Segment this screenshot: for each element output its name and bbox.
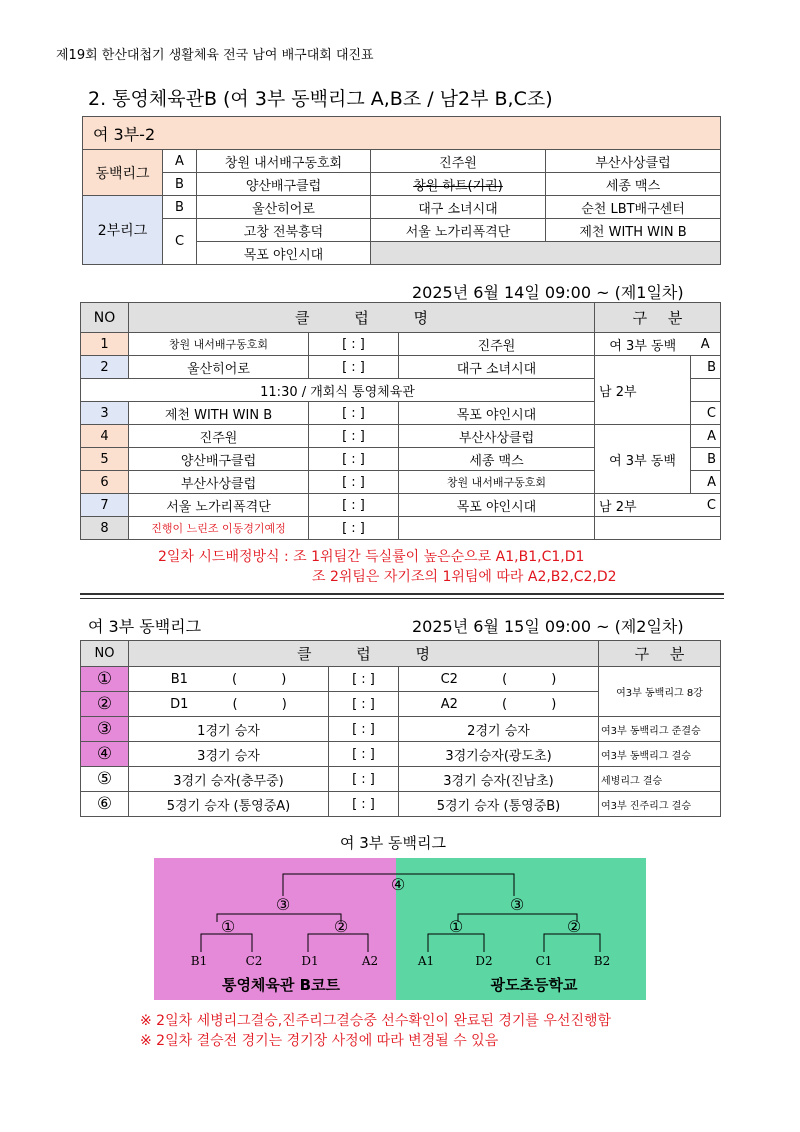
division: 여3부 동백리그 결승 — [599, 742, 721, 767]
score-field[interactable]: [ : ] — [309, 425, 399, 448]
left-q2-circle: ② — [333, 917, 349, 936]
left-q1-circle: ① — [220, 917, 236, 936]
team-a: 울산히어로 — [129, 356, 309, 379]
team-b: 목포 야인시대 — [399, 402, 595, 425]
document-header: 제19회 한산대첩기 생활체육 전국 남여 배구대회 대진표 — [56, 48, 374, 63]
team-b: 창원 내서배구동호회 — [399, 471, 595, 494]
left-semi-circle: ③ — [275, 895, 291, 914]
team-b: 부산사상클럽 — [399, 425, 595, 448]
team-a: 진주원 — [129, 425, 309, 448]
section-title: 2. 통영체육관B (여 3부 동백리그 A,B조 / 남2부 B,C조) — [88, 88, 553, 110]
empty-cell — [595, 517, 721, 540]
day2-league: 여 3부 동백리그 — [88, 617, 202, 636]
division: 여3부 동백리그 준결승 — [599, 717, 721, 742]
final-circle: ④ — [390, 875, 406, 894]
team-a: 부산사상클럽 — [129, 471, 309, 494]
match-no: 1 — [81, 333, 129, 356]
seed-label: C2 — [245, 954, 263, 968]
match-no: ① — [81, 667, 129, 692]
team-a: 서울 노가리폭격단 — [129, 494, 309, 517]
score-field[interactable]: [ : ] — [309, 517, 399, 540]
division: 여 3부 동백 — [595, 425, 691, 494]
match-no: ② — [81, 692, 129, 717]
double-divider — [80, 593, 724, 599]
match-no: 8 — [81, 517, 129, 540]
score-field[interactable]: [ : ] — [329, 717, 399, 742]
team-a: 1경기 승자 — [129, 717, 329, 742]
footnote-1: ※ 2일차 세병리그결승,진주리그결승중 선수확인이 완료된 경기를 우선진행함 — [140, 1013, 612, 1029]
team-a: 창원 내서배구동호회 — [129, 333, 309, 356]
day2-date: 2025년 6월 15일 09:00 ~ (제2일차) — [412, 617, 684, 636]
right-q2-circle: ② — [566, 917, 582, 936]
group: A — [691, 471, 721, 494]
group-team: 창원 내서배구동호회 — [197, 150, 371, 173]
seed-label: A1 — [417, 954, 435, 968]
seed-note-1: 2일차 시드배정방식 : 조 1위팀간 득실률이 높은순으로 A1,B1,C1,D1 — [158, 549, 585, 565]
team-b: C2 ( ) — [399, 667, 599, 692]
score-field[interactable]: [ : ] — [329, 792, 399, 817]
division: 여 3부 동백 — [595, 333, 691, 356]
match-no: 3 — [81, 402, 129, 425]
division: 여3부 진주리그 결승 — [599, 792, 721, 817]
division: 남 2부 — [595, 494, 691, 517]
team-b: 진주원 — [399, 333, 595, 356]
team-b: 5경기 승자 (통영중B) — [399, 792, 599, 817]
groups-table — [82, 116, 721, 265]
col-club: 클 럽 명 — [129, 303, 595, 333]
group-team: 제천 WITH WIN B — [546, 219, 721, 242]
right-q1-circle: ① — [448, 917, 464, 936]
group: C — [691, 494, 721, 517]
bracket-title: 여 3부 동백리그 — [340, 834, 447, 852]
league-2bu: 2부리그 — [83, 196, 163, 265]
group: B — [691, 448, 721, 471]
division: 세병리그 결승 — [599, 767, 721, 792]
seed-label: B1 — [190, 954, 208, 968]
score-field[interactable]: [ : ] — [329, 767, 399, 792]
team-a: 제천 WITH WIN B — [129, 402, 309, 425]
match-no: ③ — [81, 717, 129, 742]
left-venue-name: 통영체육관 B코트 — [221, 976, 341, 994]
group-team: 순천 LBT배구센터 — [546, 196, 721, 219]
score-field[interactable]: [ : ] — [329, 667, 399, 692]
group: B — [691, 356, 721, 379]
right-semi-circle: ③ — [509, 895, 525, 914]
seed-note-2: 조 2위팀은 자기조의 1위팀에 따라 A2,B2,C2,D2 — [312, 569, 617, 585]
team-b: 세종 맥스 — [399, 448, 595, 471]
team-a: 3경기 승자(충무중) — [129, 767, 329, 792]
division: 남 2부 — [595, 356, 691, 425]
team-b: 3경기 승자(진남초) — [399, 767, 599, 792]
group-team: 울산히어로 — [197, 196, 371, 219]
score-field[interactable]: [ : ] — [309, 333, 399, 356]
team-b: 목포 야인시대 — [399, 494, 595, 517]
day1-date: 2025년 6월 14일 09:00 ~ (제1일차) — [412, 283, 684, 302]
group: A — [691, 333, 721, 356]
col-div: 구 분 — [595, 303, 721, 333]
match-no: 5 — [81, 448, 129, 471]
group: A — [691, 425, 721, 448]
match-no: 7 — [81, 494, 129, 517]
team-b: A2 ( ) — [399, 692, 599, 717]
team-a: 3경기 승자 — [129, 742, 329, 767]
match-no: 6 — [81, 471, 129, 494]
score-field[interactable]: [ : ] — [329, 742, 399, 767]
ceremony-note: 11:30 / 개회식 통영체육관 — [81, 379, 595, 402]
team-a-note: 진행이 느린조 이동경기예정 — [129, 517, 309, 540]
match-no: ⑥ — [81, 792, 129, 817]
seed-label: B2 — [593, 954, 611, 968]
day1-table — [80, 302, 721, 540]
empty-cell — [691, 379, 721, 402]
col-club: 클 럽 명 — [129, 641, 599, 667]
team-a: D1 ( ) — [129, 692, 329, 717]
team-a: 양산배구클럽 — [129, 448, 309, 471]
score-field[interactable]: [ : ] — [309, 356, 399, 379]
score-field[interactable]: [ : ] — [309, 471, 399, 494]
group-team: 양산배구클럽 — [197, 173, 371, 196]
seed-label: D2 — [475, 954, 493, 968]
division: 여3부 동백리그 8강 — [599, 667, 721, 717]
empty-cell — [399, 517, 595, 540]
footnote-2: ※ 2일차 결승전 경기는 경기장 사정에 따라 변경될 수 있음 — [140, 1033, 499, 1049]
group-team: 부산사상클럽 — [546, 150, 721, 173]
seed-label: D1 — [301, 954, 319, 968]
group-letter: B — [163, 196, 197, 219]
col-no: NO — [81, 641, 129, 667]
score-field[interactable]: [ : ] — [329, 692, 399, 717]
group-letter: C — [163, 219, 197, 265]
tournament-bracket — [154, 858, 646, 1000]
right-venue-name: 광도초등학교 — [490, 976, 578, 994]
team-b: 대구 소녀시대 — [399, 356, 595, 379]
score-field[interactable]: [ : ] — [309, 494, 399, 517]
match-no: ⑤ — [81, 767, 129, 792]
col-div: 구 분 — [599, 641, 721, 667]
day2-table — [80, 640, 721, 817]
group-team: 대구 소녀시대 — [371, 196, 546, 219]
group-team: 서울 노가리폭격단 — [371, 219, 546, 242]
league-dongbaek: 동백리그 — [83, 150, 163, 196]
match-no: 4 — [81, 425, 129, 448]
score-field[interactable]: [ : ] — [309, 402, 399, 425]
team-b: 2경기 승자 — [399, 717, 599, 742]
group-letter: B — [163, 173, 197, 196]
group-team: 목포 야인시대 — [197, 242, 371, 265]
score-field[interactable]: [ : ] — [309, 448, 399, 471]
team-a: B1 ( ) — [129, 667, 329, 692]
match-no: ④ — [81, 742, 129, 767]
match-no: 2 — [81, 356, 129, 379]
group-team: 진주원 — [371, 150, 546, 173]
groups-title: 여 3부-2 — [83, 117, 721, 150]
group: C — [691, 402, 721, 425]
group-letter: A — [163, 150, 197, 173]
team-a: 5경기 승자 (통영중A) — [129, 792, 329, 817]
seed-label: C1 — [535, 954, 553, 968]
group-team: 고창 전북흥덕 — [197, 219, 371, 242]
empty-cell — [371, 242, 721, 265]
seed-label: A2 — [361, 954, 379, 968]
team-b: 3경기승자(광도초) — [399, 742, 599, 767]
group-team: 세종 맥스 — [546, 173, 721, 196]
group-team-withdrawn: 창원 하트(기권) — [371, 173, 546, 196]
col-no: NO — [81, 303, 129, 333]
